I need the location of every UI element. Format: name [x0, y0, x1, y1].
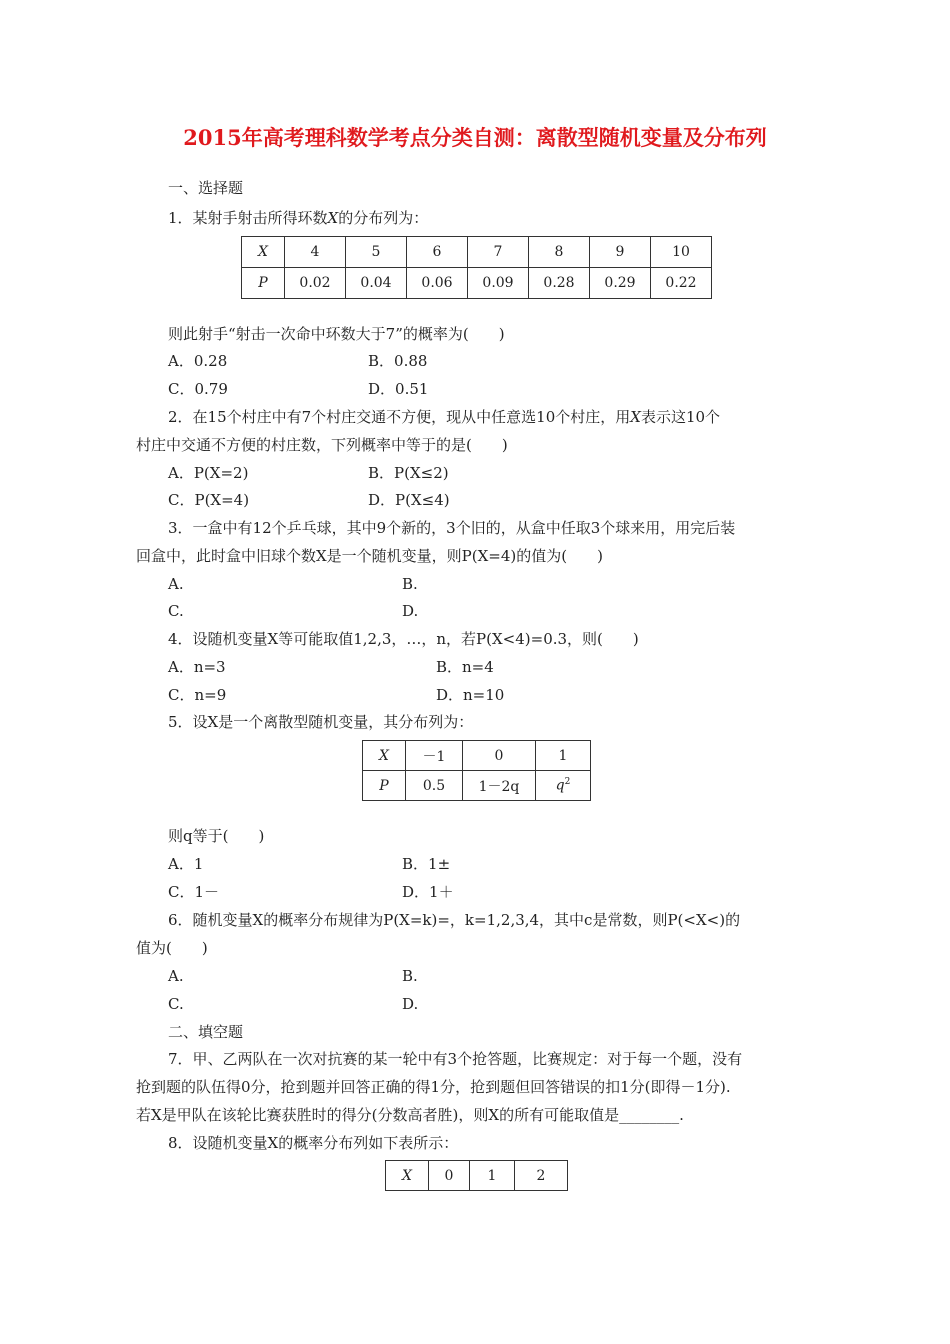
table-cell: 9	[590, 237, 651, 268]
q1-option-d: D．0.51	[368, 380, 429, 398]
q2-option-d: D．P(X≤4)	[368, 491, 450, 509]
table-cell: 1	[470, 1161, 515, 1191]
q8-line-1: 8．设随机变量X的概率分布列如下表所示：	[168, 1134, 459, 1152]
table-cell: 0	[463, 741, 536, 771]
q3-option-a: A.	[168, 575, 184, 593]
q1-option-b: B．0.88	[368, 352, 428, 370]
q5-option-d: D．1＋	[402, 883, 454, 901]
q4-line-1: 4．设随机变量X等可能取值1,2,3，…，n，若P(X<4)=0.3，则( )	[168, 630, 639, 648]
q6-option-b: B.	[402, 967, 418, 985]
q7-line-3: 若X是甲队在该轮比赛获胜时的得分(分数高者胜)，则X的所有可能取值是________.	[136, 1106, 684, 1124]
q5-option-b: B．1±	[402, 855, 451, 873]
table-cell: 0.28	[529, 268, 590, 299]
table-cell: 1	[536, 741, 591, 771]
q5-option-c: C．1－	[168, 883, 220, 901]
section-choice-heading: 一、选择题	[168, 179, 244, 197]
q5-distribution-table	[362, 740, 591, 801]
q2-line-2: 村庄中交通不方便的村庄数，下列概率中等于的是( )	[136, 436, 508, 454]
table-cell: 0.29	[590, 268, 651, 299]
q1-stem: 1．某射手射击所得环数X的分布列为：	[168, 209, 429, 227]
table-cell: 0.5	[406, 771, 463, 801]
table-cell: 1－2q	[463, 771, 536, 801]
table-cell: 0.06	[407, 268, 468, 299]
table-cell: P	[242, 268, 285, 299]
q3-line-2: 回盒中，此时盒中旧球个数X是一个随机变量，则P(X=4)的值为( )	[136, 547, 603, 565]
table-cell: X	[386, 1161, 429, 1191]
q4-option-a: A．n=3	[168, 658, 226, 676]
q2-option-b: B．P(X≤2)	[368, 464, 449, 482]
q2-option-c: C．P(X=4)	[168, 491, 250, 509]
q3-option-c: C.	[168, 602, 184, 620]
q3-line-1: 3．一盒中有12个乒乓球，其中9个新的，3个旧的，从盒中任取3个球来用，用完后装	[168, 519, 736, 537]
table-cell: X	[363, 741, 406, 771]
q7-line-1: 7．甲、乙两队在一次对抗赛的某一轮中有3个抢答题，比赛规定：对于每一个题，没有	[168, 1050, 743, 1068]
q6-line-1: 6．随机变量X的概率分布规律为P(X=k)=，k=1,2,3,4，其中c是常数，则P(<X<)的	[168, 911, 741, 929]
table-cell: 4	[285, 237, 346, 268]
q7-line-2: 抢到题的队伍得0分，抢到题并回答正确的得1分，抢到题但回答错误的扣1分(即得－1分).	[136, 1078, 731, 1096]
q5-option-a: A．1	[168, 855, 204, 873]
q1-option-a: A．0.28	[168, 352, 228, 370]
q2-line-1: 2．在15个村庄中有7个村庄交通不方便，现从中任意选10个村庄，用X表示这10个	[168, 408, 721, 426]
table-cell: 10	[651, 237, 712, 268]
table-cell: X	[242, 237, 285, 268]
q3-option-d: D.	[402, 602, 419, 620]
q4-option-c: C．n=9	[168, 686, 227, 704]
q6-option-a: A.	[168, 967, 184, 985]
q3-option-b: B.	[402, 575, 418, 593]
table-cell: －1	[406, 741, 463, 771]
q6-option-d: D.	[402, 995, 419, 1013]
q4-option-d: D．n=10	[436, 686, 505, 704]
table-cell: 0.02	[285, 268, 346, 299]
table-cell: 7	[468, 237, 529, 268]
q1-distribution-table	[241, 236, 712, 299]
q6-option-c: C.	[168, 995, 184, 1013]
q4-option-b: B．n=4	[436, 658, 494, 676]
table-cell: 0.09	[468, 268, 529, 299]
table-cell: 6	[407, 237, 468, 268]
q6-line-2: 值为( )	[136, 939, 208, 957]
table-cell: 0	[429, 1161, 470, 1191]
table-cell: 2	[515, 1161, 568, 1191]
q5-question: 则q等于( )	[168, 827, 265, 845]
section-fill-heading: 二、填空题	[168, 1023, 244, 1041]
table-cell: P	[363, 771, 406, 801]
table-cell: 0.22	[651, 268, 712, 299]
table-cell: $q^2$	[536, 771, 591, 801]
table-cell: 5	[346, 237, 407, 268]
q1-question: 则此射手“射击一次命中环数大于7”的概率为( )	[168, 325, 505, 343]
q5-stem: 5．设X是一个离散型随机变量，其分布列为：	[168, 713, 474, 731]
document-title: 2015年高考理科数学考点分类自测：离散型随机变量及分布列	[183, 125, 767, 150]
q2-option-a: A．P(X=2)	[168, 464, 249, 482]
q1-option-c: C．0.79	[168, 380, 228, 398]
q8-distribution-table	[385, 1160, 568, 1191]
table-cell: 0.04	[346, 268, 407, 299]
table-cell: 8	[529, 237, 590, 268]
